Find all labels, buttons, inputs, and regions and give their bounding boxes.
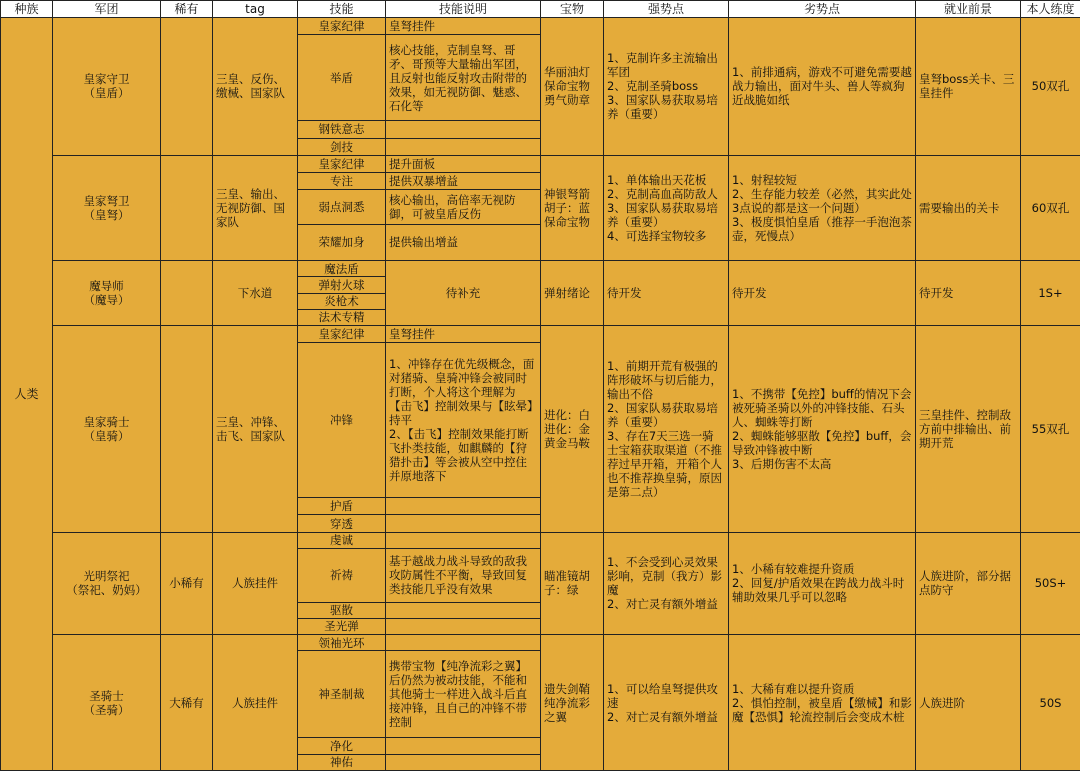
tag-cell: 三皇、反伤、缴械、国家队 bbox=[213, 18, 298, 156]
weaknesses-cell: 1、前排通病，游戏不可避免需要越战力输出，面对牛头、兽人等疯狗近战脆如纸 bbox=[729, 18, 916, 156]
skill-name: 神佑 bbox=[298, 754, 386, 770]
prospect-cell: 皇弩boss关卡、三皇挂件 bbox=[916, 18, 1021, 156]
skill-desc bbox=[386, 754, 541, 770]
header-rarity: 稀有 bbox=[161, 1, 213, 18]
legion-name: 皇家弩卫 （皇弩） bbox=[53, 155, 161, 260]
skill-desc bbox=[386, 635, 541, 651]
header-legion: 军团 bbox=[53, 1, 161, 18]
tag-cell: 人族挂件 bbox=[213, 532, 298, 634]
strengths-cell: 1、前期开荒有极强的阵形破坏与切后能力，输出不俗 2、国家队易获取易培养（重要） 3、存在7天三选一骑士宝箱获取渠道（不推荐过早开箱，开箱个人也不推荐换皇骑，原因是第二点） bbox=[604, 325, 729, 532]
table-row bbox=[1, 18, 1080, 35]
level-cell: 55双孔 bbox=[1021, 325, 1080, 532]
level-cell: 1S+ bbox=[1021, 261, 1080, 326]
rarity-cell bbox=[161, 325, 213, 532]
treasure-cell: 神银弩箭胡子：蓝保命宝物 bbox=[541, 155, 604, 260]
skill-name: 剑技 bbox=[298, 138, 386, 155]
tag-cell: 三皇、输出、无视防御、国家队 bbox=[213, 155, 298, 260]
header-weaknesses: 劣势点 bbox=[729, 1, 916, 18]
rarity-cell bbox=[161, 261, 213, 326]
header-prospect: 就业前景 bbox=[916, 1, 1021, 18]
legion-name: 皇家骑士 （皇骑） bbox=[53, 325, 161, 532]
level-cell: 50S bbox=[1021, 635, 1080, 771]
rarity-cell: 小稀有 bbox=[161, 532, 213, 634]
treasure-cell: 进化：白 进化：金黄金马鞍 bbox=[541, 325, 604, 532]
legion-name: 皇家守卫 （皇盾） bbox=[53, 18, 161, 156]
treasure-cell: 瞄准镜胡子：绿 bbox=[541, 532, 604, 634]
header-strengths: 强势点 bbox=[604, 1, 729, 18]
skill-desc: 1、冲锋存在优先级概念，面对猪骑、皇骑冲锋会被同时打断，个人将这个理解为【击飞】控制效果与【眩晕】持平 2、【击飞】控制效果能打断飞扑类技能，如麒麟的【狩猎扑击】等会被从空中控住并原地落下 bbox=[386, 343, 541, 498]
skill-name: 驱散 bbox=[298, 602, 386, 618]
skill-name: 举盾 bbox=[298, 35, 386, 121]
skill-desc: 提升面板 bbox=[386, 155, 541, 172]
rarity-cell bbox=[161, 155, 213, 260]
table-row bbox=[1, 261, 1080, 277]
skill-name: 神圣制裁 bbox=[298, 651, 386, 738]
skill-name: 荣耀加身 bbox=[298, 224, 386, 260]
weaknesses-cell: 待开发 bbox=[729, 261, 916, 326]
skill-desc: 核心输出，高倍率无视防御，可被皇盾反伤 bbox=[386, 190, 541, 224]
skill-name: 领袖光环 bbox=[298, 635, 386, 651]
strengths-cell: 1、单体输出天花板 2、克制高血高防敌人 3、国家队易获取易培养（重要） 4、可选择宝物较多 bbox=[604, 155, 729, 260]
skill-name: 弱点洞悉 bbox=[298, 190, 386, 224]
skill-desc: 皇弩挂件 bbox=[386, 18, 541, 35]
header-level: 本人练度 bbox=[1021, 1, 1080, 18]
level-cell: 50S+ bbox=[1021, 532, 1080, 634]
table-row bbox=[1, 635, 1080, 651]
skill-desc: 提供双暴增益 bbox=[386, 173, 541, 190]
skill-name: 钢铁意志 bbox=[298, 121, 386, 138]
skill-desc: 提供输出增益 bbox=[386, 224, 541, 260]
rarity-cell bbox=[161, 18, 213, 156]
prospect-cell: 人族进阶，部分据点防守 bbox=[916, 532, 1021, 634]
skill-name: 弹射火球 bbox=[298, 277, 386, 293]
legion-name: 魔导师 （魔导） bbox=[53, 261, 161, 326]
level-cell: 60双孔 bbox=[1021, 155, 1080, 260]
strengths-cell: 1、不会受到心灵效果影响，克制（我方）影魔 2、对亡灵有额外增益 bbox=[604, 532, 729, 634]
table-row bbox=[1, 325, 1080, 342]
skill-desc: 基于越战力战斗导致的敌我攻防属性不平衡，导致回复类技能几乎没有效果 bbox=[386, 548, 541, 602]
rarity-cell: 大稀有 bbox=[161, 635, 213, 771]
skill-desc bbox=[386, 738, 541, 754]
header-skill: 技能 bbox=[298, 1, 386, 18]
skill-name: 净化 bbox=[298, 738, 386, 754]
weaknesses-cell: 1、大稀有难以提升资质 2、惧怕控制，被皇盾【缴械】和影魔【恐惧】轮流控制后会变成木桩 bbox=[729, 635, 916, 771]
table-row bbox=[1, 155, 1080, 172]
skill-desc bbox=[386, 532, 541, 548]
tag-cell: 人族挂件 bbox=[213, 635, 298, 771]
header-treasure: 宝物 bbox=[541, 1, 604, 18]
skill-name: 穿透 bbox=[298, 515, 386, 532]
skill-desc bbox=[386, 121, 541, 138]
prospect-cell: 需要输出的关卡 bbox=[916, 155, 1021, 260]
skill-desc: 待补充 bbox=[386, 261, 541, 326]
tag-cell: 三皇、冲锋、击飞、国家队 bbox=[213, 325, 298, 532]
skill-desc bbox=[386, 515, 541, 532]
skill-name: 虔诚 bbox=[298, 532, 386, 548]
prospect-cell: 待开发 bbox=[916, 261, 1021, 326]
skill-desc bbox=[386, 618, 541, 634]
strengths-cell: 待开发 bbox=[604, 261, 729, 326]
skill-name: 护盾 bbox=[298, 498, 386, 515]
weaknesses-cell: 1、不携带【免控】buff的情况下会被死骑圣骑以外的冲锋技能、石头人、蜘蛛等打断 2、蜘蛛能够驱散【免控】buff，会导致冲锋被中断 3、后期伤害不太高 bbox=[729, 325, 916, 532]
treasure-cell: 弹射绪论 bbox=[541, 261, 604, 326]
skill-name: 皇家纪律 bbox=[298, 155, 386, 172]
skill-name: 魔法盾 bbox=[298, 261, 386, 277]
skill-desc bbox=[386, 498, 541, 515]
prospect-cell: 人族进阶 bbox=[916, 635, 1021, 771]
header-race: 种族 bbox=[1, 1, 53, 18]
table-row bbox=[1, 532, 1080, 548]
skill-name: 炎枪术 bbox=[298, 293, 386, 309]
skill-name: 专注 bbox=[298, 173, 386, 190]
skill-name: 法术专精 bbox=[298, 309, 386, 325]
skill-desc: 皇弩挂件 bbox=[386, 325, 541, 342]
skill-desc: 携带宝物【纯净流彩之翼】后仍然为被动技能，不能和其他骑士一样进入战斗后直接冲锋，且自己的冲锋不带控制 bbox=[386, 651, 541, 738]
header-row bbox=[1, 1, 1080, 18]
skill-desc bbox=[386, 602, 541, 618]
weaknesses-cell: 1、射程较短 2、生存能力较差（必然，其实此处3点说的都是这一个问题） 3、极度惧怕皇盾（推荐一手泡泡茶壶，死慢点） bbox=[729, 155, 916, 260]
legion-name: 光明祭祀 （祭祀、奶妈） bbox=[53, 532, 161, 634]
treasure-cell: 遗失剑鞘纯净流彩之翼 bbox=[541, 635, 604, 771]
skill-name: 冲锋 bbox=[298, 343, 386, 498]
skill-name: 圣光弹 bbox=[298, 618, 386, 634]
skill-desc bbox=[386, 138, 541, 155]
legion-name: 圣骑士 （圣骑） bbox=[53, 635, 161, 771]
skill-name: 皇家纪律 bbox=[298, 325, 386, 342]
tag-cell: 下水道 bbox=[213, 261, 298, 326]
level-cell: 50双孔 bbox=[1021, 18, 1080, 156]
skill-name: 祈祷 bbox=[298, 548, 386, 602]
skill-desc: 核心技能，克制皇弩、哥矛、哥预等大量输出军团，且反射也能反射攻击附带的效果，如无视防御、魅惑、石化等 bbox=[386, 35, 541, 121]
race-cell: 人类 bbox=[1, 18, 53, 771]
treasure-cell: 华丽油灯保命宝物勇气勋章 bbox=[541, 18, 604, 156]
prospect-cell: 三皇挂件、控制敌方前中排输出、前期开荒 bbox=[916, 325, 1021, 532]
skill-name: 皇家纪律 bbox=[298, 18, 386, 35]
header-skill-desc: 技能说明 bbox=[386, 1, 541, 18]
strengths-cell: 1、克制许多主流输出军团 2、克制圣骑boss 3、国家队易获取易培养（重要） bbox=[604, 18, 729, 156]
weaknesses-cell: 1、小稀有较难提升资质 2、回复/护盾效果在跨战力战斗时辅助效果几乎可以忽略 bbox=[729, 532, 916, 634]
header-tag: tag bbox=[213, 1, 298, 18]
strengths-cell: 1、可以给皇弩提供攻速 2、对亡灵有额外增益 bbox=[604, 635, 729, 771]
